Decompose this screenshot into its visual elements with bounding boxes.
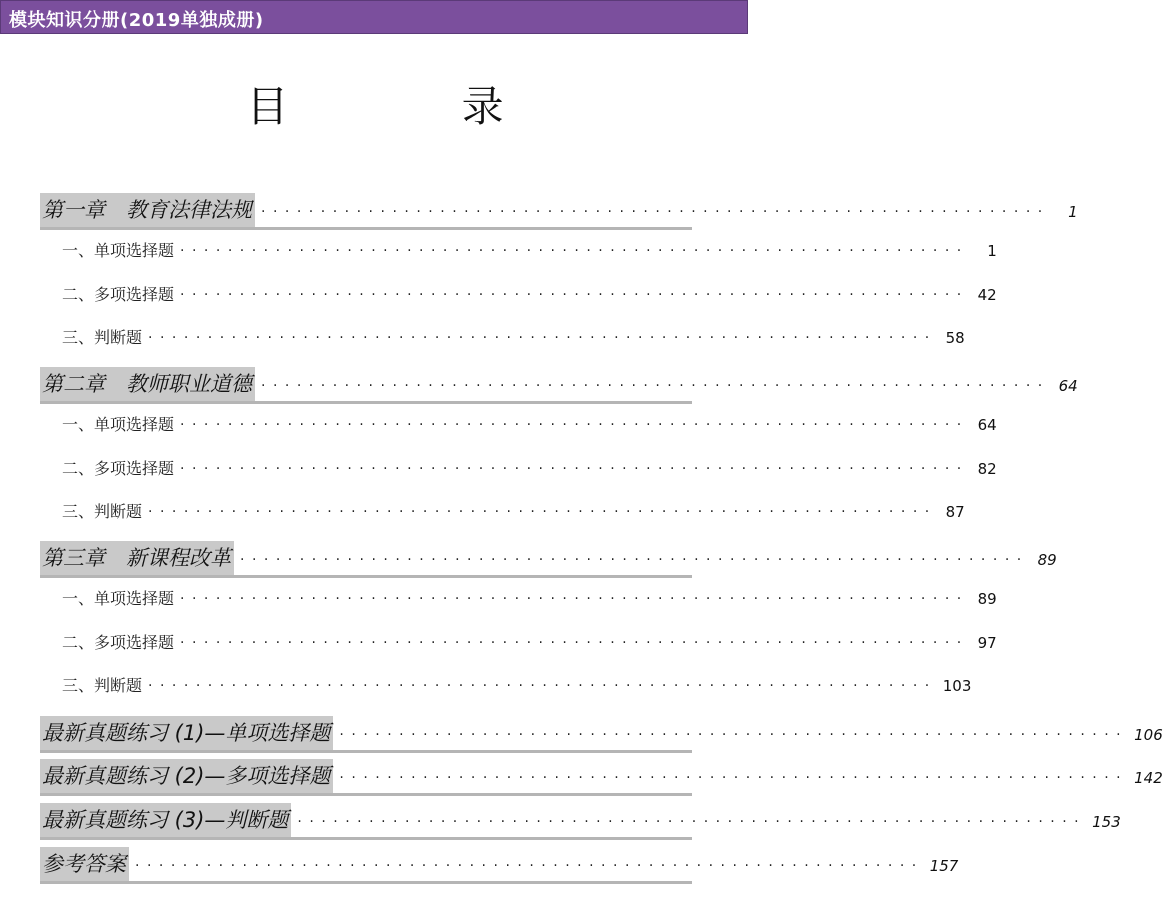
dot-leader: ·································································· bbox=[180, 461, 969, 477]
toc-page-number: 1 bbox=[1068, 203, 1078, 221]
header-title: 模块知识分册(2019单独成册) bbox=[9, 10, 264, 31]
toc-section[interactable] bbox=[40, 672, 972, 700]
toc-entry-label: 最新真题练习 (2)—多项选择题 bbox=[40, 759, 333, 793]
toc-entry-label: 二、多项选择题 bbox=[62, 459, 175, 478]
dot-leader: ·································································· bbox=[148, 330, 937, 346]
toc-section[interactable] bbox=[40, 455, 997, 483]
toc-entry-label: 二、多项选择题 bbox=[62, 285, 175, 304]
dot-leader: ·································································· bbox=[339, 727, 1129, 743]
toc-section[interactable] bbox=[40, 411, 997, 439]
header-bar bbox=[0, 0, 748, 34]
dot-leader: ·································································· bbox=[180, 287, 969, 303]
toc-practice-1[interactable] bbox=[40, 716, 1163, 753]
toc-page-number: 82 bbox=[977, 460, 997, 478]
toc-section[interactable] bbox=[40, 498, 965, 526]
dot-leader: ·································································· bbox=[261, 378, 1050, 394]
toc-page-number: 42 bbox=[977, 286, 997, 304]
toc-practice-2[interactable] bbox=[40, 759, 1163, 796]
dot-leader: ·································································· bbox=[148, 504, 937, 520]
toc-section[interactable] bbox=[40, 324, 965, 352]
dot-leader: ·································································· bbox=[180, 243, 969, 259]
toc-chapter-1[interactable] bbox=[40, 193, 1078, 230]
dot-leader: ·································································· bbox=[240, 552, 1029, 568]
dot-leader: ·································································· bbox=[148, 678, 937, 694]
toc-entry-label: 最新真题练习 (1)—单项选择题 bbox=[40, 716, 333, 750]
toc-entry-label: 第二章 教师职业道德 bbox=[40, 367, 255, 401]
toc-entry-label: 第一章 教育法律法规 bbox=[40, 193, 255, 227]
toc-page-number: 89 bbox=[977, 590, 997, 608]
toc-entry-label: 最新真题练习 (3)—判断题 bbox=[40, 803, 291, 837]
toc-page-number: 64 bbox=[1058, 377, 1078, 395]
toc-page-number: 142 bbox=[1134, 769, 1163, 787]
toc-chapter-3[interactable] bbox=[40, 541, 1057, 578]
toc-practice-3[interactable] bbox=[40, 803, 1121, 840]
toc-entry-label: 三、判断题 bbox=[62, 676, 143, 695]
toc-page-number: 103 bbox=[942, 677, 972, 695]
dot-leader: ·································································· bbox=[339, 770, 1129, 786]
toc-section[interactable] bbox=[40, 237, 997, 265]
toc-entry-label: 一、单项选择题 bbox=[62, 589, 175, 608]
toc-entry-label: 一、单项选择题 bbox=[62, 415, 175, 434]
toc-page-number: 153 bbox=[1092, 813, 1121, 831]
toc-section[interactable] bbox=[40, 585, 997, 613]
toc-entry-label: 三、判断题 bbox=[62, 328, 143, 347]
toc-entry-label: 三、判断题 bbox=[62, 502, 143, 521]
toc-entry-label: 一、单项选择题 bbox=[62, 241, 175, 260]
toc-page-number: 64 bbox=[977, 416, 997, 434]
dot-leader: ·································································· bbox=[180, 635, 969, 651]
toc-entry-label: 第三章 新课程改革 bbox=[40, 541, 234, 575]
dot-leader: ·································································· bbox=[135, 858, 924, 874]
toc-page-number: 157 bbox=[929, 857, 959, 875]
toc-page-number: 97 bbox=[977, 634, 997, 652]
toc-page-number: 1 bbox=[987, 242, 997, 260]
dot-leader: ·································································· bbox=[297, 814, 1087, 830]
dot-leader: ·································································· bbox=[180, 591, 969, 607]
toc-entry-label: 二、多项选择题 bbox=[62, 633, 175, 652]
toc-page-number: 89 bbox=[1037, 551, 1057, 569]
toc-entry-label: 参考答案 bbox=[40, 847, 129, 881]
page-title: 目 录 bbox=[246, 82, 584, 131]
toc-chapter-2[interactable] bbox=[40, 367, 1078, 404]
toc-page-number: 106 bbox=[1134, 726, 1163, 744]
toc-section[interactable] bbox=[40, 281, 997, 309]
toc-section[interactable] bbox=[40, 629, 997, 657]
dot-leader: ·································································· bbox=[261, 204, 1050, 220]
toc-page-number: 58 bbox=[945, 329, 965, 347]
toc-answers[interactable] bbox=[40, 847, 959, 884]
toc-page-number: 87 bbox=[945, 503, 965, 521]
dot-leader: ·································································· bbox=[180, 417, 969, 433]
